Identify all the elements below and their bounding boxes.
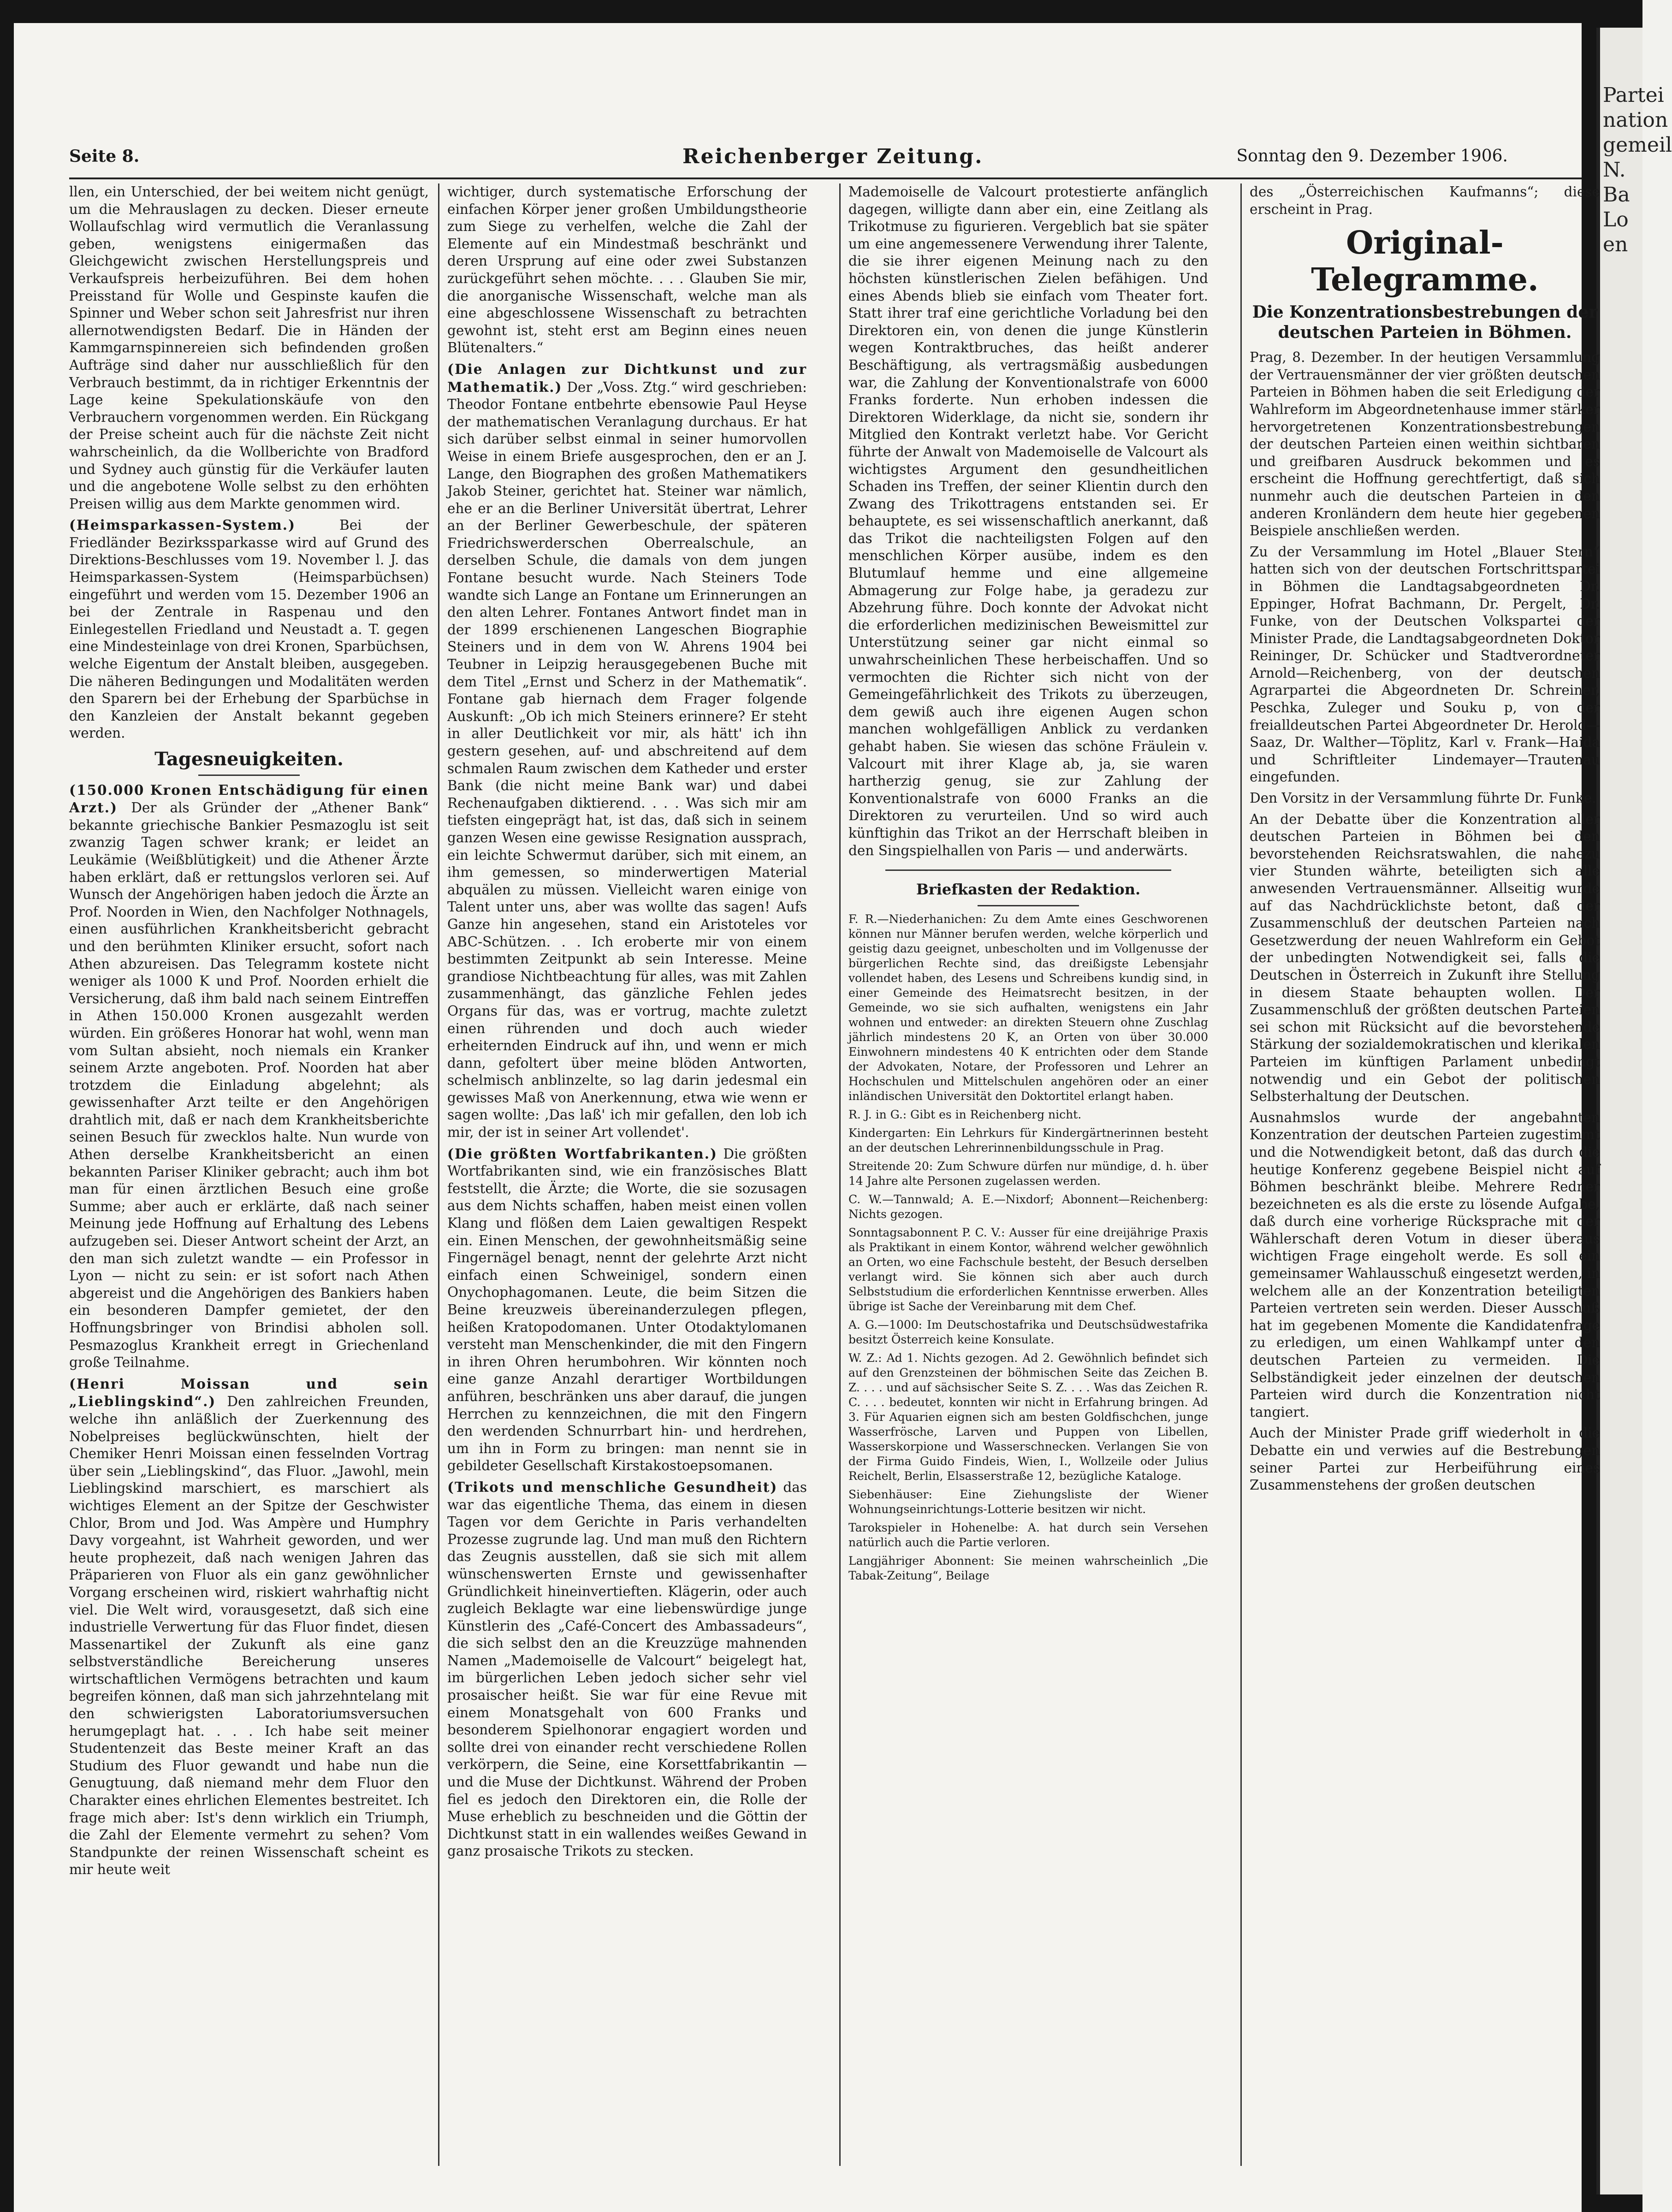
article-text: Der als Gründer der „Athener Bank“ bekannte griechische Bankier Pesmazoglu ist seit zwanzig Tagen schwer krank; er leidet an Leukämie (Weißblütigkeit) und die Athener Ärzte haben erklärt, daß er rettungslos verloren sei. Auf Wunsch der Angehörigen haben jedoch die Ärzte an Prof. Noorden in Wien, den Nachfolger Nothnagels, einen ausführlichen Krankheitsbericht gebracht und den berühmten Kliniker ersucht, sofort nach Athen abzureisen. Das Telegramm kostete nicht weniger als 1000 K und Prof. Noorden erhielt die Versicherung, daß ihm bald nach seinem Eintreffen in Athen 150.000 Kronen ausgezahlt werden würden. Ein größeres Honorar hat wohl, wenn man vom Sultan absieht, noch niemals ein Kranker seinem Arzte angeboten. Prof. Noorden hat aber trotzdem die Einladung abgelehnt; als gewissenhafter Arzt teilte er den Angehörigen drahtlich mit, daß er nach dem Krankheitsberichte seinen Besuch für zwecklos halte. Nun wurde von Athen derselbe Krankheitsbericht an einen bekannten Pariser Kliniker gebracht; auch ihm bot man für einen ärztlichen Besuch eine große Summe; aber auch er erklärte, daß nach seiner Meinung jede Hoffnung auf Erhaltung des Lebens aufzugeben sei. Dieser Antwort scheint der Arzt, an den man sich zuletzt wandte — ein Professor in Lyon — nicht zu sein: er ist sofort nach Athen abgereist und die Angehörigen des Bankiers haben ein besonderen Dampfer gemietet, der den Hoffnungsbringer von Brindisi abholen soll. Pesmazoglus Krankheit erregt in Griechenland große Teilnahme. bbox=[69, 800, 429, 1371]
article-paragraph bbox=[447, 361, 807, 1141]
adjacent-page-edge bbox=[1596, 28, 1672, 2194]
article-paragraph: Ausnahmslos wurde der angebahnten Konzentration der deutschen Parteien zugestimmt und die Notwendigkeit betont, daß das durch die heutige Konferenz gegebene Beispiel nicht auf Böhmen beschränkt bleibe. Mehrere Redner bezeichneten es als die erste zu lösende Aufgabe, daß durch eine vorherige Rücksprache mit der Wählerschaft deren Votum in dieser überaus wichtigen Frage eingeholt werde. Es soll ein gemeinsamer Wahlausschuß eingesetzt werden, in welchem alle an der Konzentration beteiligten Parteien vertreten sein werden. Dieser Ausschuß hat im gegebenen Momente die Kandidatenfrage zu erledigen, um einen Wahlkampf unter den deutschen Parteien zu vermeiden. Die Selbständigkeit jeder einzelnen der deutschen Parteien wird durch die Konzentration nicht tangiert. bbox=[1250, 1109, 1600, 1420]
article-text: das war das eigentliche Thema, das einem in diesen Tagen vor dem Gerichte in Paris verhandelten Prozesse zugrunde lag. Und man muß den Richtern das Zeugnis ausstellen, daß sie sich mit allem wünschenswerten Ernste und gewissenhafter Gründlichkeit hineinvertieften. Klägerin, oder auch zugleich Beklagte war eine liebenswürdige junge Künstlerin des „Café-Concert des Ambassadeurs“, die sich selbst den an die Kreuzzüge mahnenden Namen „Mademoiselle de Valcourt“ beigelegt hat, im bürgerlichen Leben jedoch sicher sehr viel prosaischer heißt. Sie war für eine Revue mit einem Monatsgehalt von 600 Franks und besonderem Spielhonorar engagiert worden und sollte drei von einander recht verschiedene Rollen verkörpern, die Seine, eine Korsettfabrikantin — und die Muse der Dichtkunst. Während der Proben fiel es jedoch den Direktoren ein, die Rolle der Muse erheblich zu beschneiden und die Göttin der Dichtkunst statt in ein wallendes weißes Gewand in ganz prosaische Trikots zu stecken. bbox=[447, 1479, 807, 1859]
letter-reply: C. W.—Tannwald; A. E.—Nixdorf; Abonnent—Reichenberg: Nichts gezogen. bbox=[848, 1192, 1208, 1221]
issue-date: Sonntag den 9. Dezember 1906. bbox=[1236, 147, 1508, 166]
letters-to-editor bbox=[848, 912, 1208, 1583]
letter-reply: Siebenhäuser: Eine Ziehungsliste der Wiener Wohnungseinrichtungs-Lotterie besitzen wir nicht. bbox=[848, 1487, 1208, 1516]
section-rule bbox=[198, 775, 300, 776]
article-paragraph: wichtiger, durch systematische Erforschung der einfachen Körper jener großen Umbildungstheorie zum Siege zu verhelfen, welche die Zahl der Elemente auf ein Mindestmaß beschränkt und deren Ursprung auf eine oder zwei Substanzen zurückgeführt sehen möchte. . . . Glauben Sie mir, die anorganische Wissenschaft, welche man als eine abgeschlossene Wissenschaft zu betrachten gewohnt ist, steht erst am Beginn eines neuen Blütenalters.“ bbox=[447, 184, 807, 356]
article-paragraph bbox=[447, 1479, 807, 1860]
column-rule bbox=[839, 183, 841, 2166]
column-rule bbox=[438, 183, 439, 2166]
letter-reply: Kindergarten: Ein Lehrkurs für Kindergärtnerinnen besteht an der deutschen Lehrerinnenbildungsschule in Prag. bbox=[848, 1126, 1208, 1154]
section-title: Original-Telegramme. bbox=[1311, 225, 1539, 299]
article-heading: (Trikots und menschliche Gesundheit) bbox=[447, 1479, 778, 1495]
page-number: Seite 8. bbox=[69, 147, 140, 166]
letter-reply: Streitende 20: Zum Schwure dürfen nur mündige, d. h. über 14 Jahre alte Personen zugelassen werden. bbox=[848, 1159, 1208, 1188]
article-title: Die Konzentrationsbestrebungen der deutschen Parteien in Böhmen. bbox=[1252, 302, 1598, 343]
article-paragraph: Auch der Minister Prade griff wiederholt in die Debatte ein und verwies auf die Bestrebungen seiner Partei zur Herbeiführung eines Zusammenstehens der großen deutschen bbox=[1250, 1425, 1600, 1493]
newspaper-title: Reichenberger Zeitung. bbox=[682, 145, 984, 168]
article-text: Bei der Friedländer Bezirkssparkasse wird auf Grund des Direktions-Beschlusses vom 19. November l. J. das Heimsparkassen-System (Heimsparbüchsen) eingeführt und werden vom 15. Dezember 1906 an bei der Zentrale in Raspenau und den Einlegestellen Friedland und Neustadt a. T. gegen eine Mindesteinlage von drei Kronen, Sparbüchsen, welche Eigentum der Anstalt bleiben, ausgegeben. Die näheren Bedingungen und Modalitäten werden den Sparern bei der Erhebung der Sparbüchse in den Kanzleien der Anstalt bekannt gegeben werden. bbox=[69, 517, 429, 741]
article-heading: (Die größten Wortfabrikanten.) bbox=[447, 1145, 717, 1162]
letter-reply: F. R.—Niederhanichen: Zu dem Amte eines Geschworenen können nur Männer berufen werden, welche körperlich und geistig dazu geeignet, unbescholten und im Vollgenusse der bürgerlichen Rechte sind, das dreißigste Lebensjahr vollendet haben, des Lesens und Schreibens kundig sind, in einer Gemeinde des Heimatsrecht besitzen, in der Gemeinde, wo sie sich aufhalten, wenigstens ein Jahr wohnen und entweder: an direkten Steuern ohne Zuschlag jährlich mindestens 20 K, an Orten von über 30.000 Einwohnern mindestens 40 K entrichten oder dem Stande der Advokaten, Notare, der Professoren und Lehrer an Hochschulen und Mittelschulen angehören oder an einer inländischen Universität den Doktortitel erlangt haben. bbox=[848, 912, 1208, 1103]
letter-reply: W. Z.: Ad 1. Nichts gezogen. Ad 2. Gewöhnlich befindet sich auf den Grenzsteinen der böhmischen Seite das Zeichen B. Z. . . . und auf sächsischer Seite S. Z. . . . Was das Zeichen R. C. . . . bedeutet, konnten wir nicht in Erfahrung bringen. Ad 3. Für Aquarien eignen sich am besten Goldfischchen, junge Wasserfrösche, Larven und Puppen von Libellen, Wasserskorpione und Wasserschnecken. Verlangen Sie von der Firma Guido Findeis, Wien, I., Wollzeile oder Julius Reichelt, Berlin, Elsasserstraße 12, bezügliche Kataloge. bbox=[848, 1351, 1208, 1483]
article-paragraph: An der Debatte über die Konzentration aller deutschen Parteien in Böhmen bei den bevorstehenden Reichsratswahlen, die nahezu vier Stunden währte, beteiligten sich alle anwesenden Vertrauensmänner. Allseitig wurde auf das Nachdrücklichste betont, daß der Zusammenschluß der deutschen Parteien nach Gesetzwerdung der neuen Wahlreform ein Gebot der unbedingten Notwendigkeit sei, falls die Deutschen in Österreich in Zukunft ihre Stellung in diesem Staate behaupten wollen. Der Zusammenschluß der größten deutschen Parteien sei schon mit Rücksicht auf die bevorstehende Stärkung der sozialdemokratischen und klerikalen Parteien im künftigen Parlament unbedingt notwendig und ein Gebot der politischen Selbsterhaltung der Deutschen. bbox=[1250, 811, 1600, 1105]
letter-reply: R. J. in G.: Gibt es in Reichenberg nicht. bbox=[848, 1107, 1082, 1121]
header-rule bbox=[69, 177, 1582, 179]
article-heading: (150.000 Kronen Entschädigung für einen Arzt.) bbox=[69, 781, 429, 816]
article-heading: (Heimsparkassen-System.) bbox=[69, 517, 296, 533]
section-title: Briefkasten der Redaktion. bbox=[916, 881, 1141, 899]
column-4 bbox=[1250, 183, 1600, 1498]
section-title: Tagesneuigkeiten. bbox=[154, 748, 344, 770]
article-text: Den zahlreichen Freunden, welche ihn anläßlich der Zuerkennung des Nobelpreises beglückwünschten, hielt der Chemiker Henri Moissan einen fesselnden Vortrag über sein „Lieblingskind“, das Fluor. „Jawohl, mein Lieblingskind marschiert, es marschiert als wichtiges Element an der Spitze der Geschwister Chlor, Brom und Jod. Was Ampère und Humphry Davy vorgeahnt, ist Wahrheit geworden, und wer heute prophezeit, daß nach wenigen Jahren das Präparieren von Fluor als ein ganz gewöhnlicher Vorgang erscheinen wird, riskiert wahrhaftig nicht viel. Die Welt wird, vorausgesetzt, daß sich eine industrielle Verwertung für das Fluor findet, diesen Massenartikel der Zukunft als eine ganz selbstverständliche Bereicherung unseres wirtschaftlichen Vermögens betrachten und kaum begreifen können, daß man sich jahrzehntelang mit den schwierigsten Laboratoriumsversuchen herumgeplagt hat. . . . Ich habe seit meiner Studentenzeit das Beste meiner Kraft an das Studium des Fluor gewandt und habe nun die Genugtuung, daß niemand mehr dem Fluor den Charakter eines ehrlichen Elementes bestreitet. Ich frage mich aber: Ist's denn wirklich ein Triumph, die Zahl der Elemente vermehrt zu sehen? Vom Standpunkte der reinen Wissenschaft scheint es mir heute weit bbox=[69, 1394, 429, 1878]
letter-reply: Tarokspieler in Hohenelbe: A. hat durch sein Versehen natürlich auch die Partie verloren. bbox=[848, 1520, 1208, 1549]
article-paragraph: llen, ein Unterschied, der bei weitem nicht genügt, um die Mehrauslagen zu decken. Dieser erneute Wollaufschlag wird vermutlich die Veranlassung geben, wenigstens einigermaßen das Gleichgewicht zwischen Herstellungspreis und Verkaufspreis herbeizuführen. Bei dem hohen Preisstand für Wolle und Gespinste kaufen die Spinner und Weber schon seit Jahresfrist nur ihren allernotwendigsten Bedarf. Die in Händen der Kammgarnspinnereien sich befindenden großen Aufträge sind daher nur ausschließlich für den Verbrauch bestimmt, da in richtiger Erkenntnis der Lage keine Spekulationskäufe von den Verbrauchern vorgenommen werden. Ein Rückgang der Preise scheint auch für die nächste Zeit nicht wahrscheinlich, da die Wollberichte von Bradford und Sydney auch günstig für die Verkäufer lauten und die angebotene Wolle selbst zu den erhöhten Preisen willig aus dem Markte genommen wird. bbox=[69, 184, 429, 512]
letter-reply: Sonntagsabonnent P. C. V.: Ausser für eine dreijährige Praxis als Praktikant in einem Kontor, während welcher gewöhnlich an Orten, wo eine Fachschule besteht, der Besuch derselben verlangt wird. Sie können sich aber auch durch Selbststudium die erforderlichen Kenntnisse erwerben. Alles übrige ist Sache der Vereinbarung mit dem Chef. bbox=[848, 1225, 1208, 1313]
column-1 bbox=[69, 183, 429, 1882]
adjacent-page-text: Partei nation gemeil N. Ba Lo en bbox=[1603, 83, 1672, 256]
article-paragraph bbox=[447, 1145, 807, 1475]
article-paragraph: Prag, 8. Dezember. In der heutigen Versammlung der Vertrauensmänner der vier größten deutschen Parteien in Böhmen haben die seit Erledigung der Wahlreform im Abgeordnetenhause immer stärker hervorgetretenen Konzentrationsbestrebungen der deutschen Parteien einen weithin sichtbaren und greifbaren Ausdruck bekommen und es erscheint die Hoffnung gerechtfertigt, daß sich nunmehr auch die deutschen Parteien in den anderen Kronländern dem heute hier gegebenen Beispiele anschließen werden. bbox=[1250, 349, 1600, 539]
section-divider bbox=[885, 869, 1171, 871]
article-paragraph bbox=[69, 1375, 429, 1879]
article-paragraph: des „Österreichischen Kaufmanns“; diese erscheint in Prag. bbox=[1250, 184, 1600, 217]
article-text: Der „Voss. Ztg.“ wird geschrieben: Theodor Fontane entbehrte ebensowie Paul Heyse der mathematischen Veranlagung durchaus. Er hat sich darüber selbst einmal in seiner humorvollen Weise in einem Briefe ausgesprochen, den er an J. Lange, den Biographen des großen Mathematikers Jakob Steiner, gerichtet hat. Steiner war nämlich, ehe er an die Berliner Universität übertrat, Lehrer an der Berliner Gewerbeschule, der späteren Friedrichswerderschen Oberrealschule, an derselben Schule, die damals von dem jungen Fontane besucht wurde. Nach Steiners Tode wandte sich Lange an Fontane um Erinnerungen an den alten Lehrer. Fontanes Antwort findet man in der 1899 erschienenen Langeschen Biographie Steiners und in dem von W. Ahrens 1904 bei Teubner in Leipzig herausgegebenen Buche mit dem Titel „Ernst und Scherz in der Mathematik“. Fontane gab hiernach dem Frager folgende Auskunft: „Ob ich mich Steiners erinnere? Er steht in aller Deutlichkeit vor mir, als hätt' ich ihn gestern gesehen, auf- und abschreitend auf dem schmalen Raum zwischen dem Katheder und erster Bank (die nicht meine Bank war) und dabei Rechenaufgaben diktierend. . . . Was sich mir am tiefsten eingeprägt hat, ist das, daß sich in seinem ganzen Wesen eine gewisse Resignation aussprach, ein leichte Schwermut darüber, sich mit einem, an ihm gemessen, so minderwertigen Material abquälen zu müssen. Vielleicht waren einige von Talent unter uns, aber was wollte das sagen! Aufs Ganze hin angesehen, stand ein Aristoteles vor ABC-Schützen. . . Ich eroberte mir von einem bestimmten Zeitpunkt ab sein Interesse. Meine grandiose Nichtbeachtung für alles, was mit Zahlen zusammenhängt, das gänzliche Fehlen jedes Organs für das, was er vortrug, machte zuletzt einen rührenden und doch auch wieder erheiternden Eindruck auf ihn, und wenn er mich dann, gefoltert über meine blöden Antworten, schelmisch anblinzelte, so lag darin jedesmal ein gewisses Maß von Anerkennung, etwa wie wenn er sagen wollte: ‚Das laß' ich mir gefallen, den lob ich mir, der ist in seiner Art vollendet'. bbox=[447, 379, 807, 1141]
letter-reply: Langjähriger Abonnent: Sie meinen wahrscheinlich „Die Tabak-Zeitung“, Beilage bbox=[848, 1554, 1208, 1582]
article-heading: (Henri Moissan und sein „Lieblingskind“.) bbox=[69, 1375, 429, 1410]
article-paragraph: Mademoiselle de Valcourt protestierte anfänglich dagegen, willigte dann aber ein, eine Zeitlang als Trikotmuse zu figurieren. Vergeblich bat sie später um eine angemessenere Verwendung ihrer Talente, die sie ihrer eigenen Meinung nach zu den höchsten künstlerischen Zielen befähigen. Und eines Abends blieb sie einfach vom Theater fort. Statt ihrer traf eine gerichtliche Vorladung bei den Direktoren ein, von denen die junge Künstlerin wegen Kontraktbruches, das heißt anderer Beschäftigung, als vertragsmäßig ausbedungen war, die Zahlung der Konventionalstrafe von 6000 Franks forderte. Nun erhoben indessen die Direktoren Widerklage, da nicht sie, sondern ihr Mitglied den Kontrakt verletzt habe. Vor Gericht führte der Anwalt von Mademoiselle de Valcourt als wichtigstes Argument den gesundheitlichen Schaden ins Treffen, der seiner Klientin durch den Zwang des Trikottragens entstanden sei. Er behauptete, es sei wissenschaftlich anerkannt, daß das Trikot die nachteiligsten Folgen auf den menschlichen Körper ausübe, indem es den Blutumlauf hemme und eine allgemeine Abmagerung zur Folge habe, ja geradezu zur Abzehrung führe. Doch konnte der Advokat nicht die erforderlichen medizinischen Beweismittel zur Unterstützung seiner gar nicht einmal so unwahrscheinlichen These herbeischaffen. Und so vermochten die Richter sich nicht von der Gemeingefährlichkeit des Trikots zu überzeugen, dem gewiß auch ihre eigenen Augen schon manchen wohlgefälligen Anblick zu verdanken gehabt haben. Sie wiesen das schöne Fräulein v. Valcourt mit ihrer Klage ab, ja, sie waren hartherzig genug, sie zur Zahlung der Konventionalstrafe von 6000 Franks an die Direktoren zu verurteilen. Und so wird auch künftighin das Trikot an der Herrschaft bleiben in den Singspielhallen von Paris — und anderwärts. bbox=[848, 184, 1208, 858]
article-paragraph bbox=[69, 781, 429, 1372]
column-3 bbox=[848, 183, 1208, 1587]
section-rule bbox=[978, 905, 1079, 906]
article-paragraph: Den Vorsitz in der Versammlung führte Dr. Funke. bbox=[1250, 790, 1596, 806]
column-2 bbox=[447, 183, 807, 1864]
article-paragraph: Zu der Versammlung im Hotel „Blauer Stern“ hatten sich von der deutschen Fortschrittspartei in Böhmen die Landtagsabgeordneten Dr. Eppinger, Hofrat Bachmann, Dr. Pergelt, Dr. Funke, von der Deutschen Volkspartei der Minister Prade, die Landtagsabgeordneten Doktor Reininger, Dr. Schücker und Stadtverordneter Arnold—Reichenberg, von der deutschen Agrarpartei die Abgeordneten Dr. Schreiner, Peschka, Zuleger und Souku p, von der freialldeutschen Partei Abgeordneter Dr. Herold—Saaz, Dr. Walther—Töplitz, Karl v. Frank—Haida und Schriftleiter Lindemayer—Trautenau eingefunden. bbox=[1250, 544, 1600, 785]
letter-reply: A. G.—1000: Im Deutschostafrika und Deutschsüdwestafrika besitzt Österreich keine Konsulate. bbox=[848, 1318, 1208, 1346]
article-heading: (Die Anlagen zur Dichtkunst und zur Mathematik.) bbox=[447, 361, 807, 395]
column-rule bbox=[1240, 183, 1242, 2166]
article-text: Die größten Wortfabrikanten sind, wie ein französisches Blatt feststellt, die Ärzte; die Worte, die sie sozusagen aus dem Nichts schaffen, haben meist einen vollen Klang und flößen dem Laien gewaltigen Respekt ein. Einen Menschen, der gewohnheitsmäßig seine Fingernägel benagt, nennt der gelehrte Arzt nicht einfach einen Schweinigel, sondern einen Onychophagomanen. Leute, die beim Sitzen die Beine kreuzweis übereinanderzulegen pflegen, heißen Kratopodomanen. Unter Otodaktylomanen versteht man Menschenkinder, die mit den Fingern in ihren Ohren herumbohren. Wir könnten noch eine ganze Anzahl derartiger Wortbildungen anführen, beschränken uns aber darauf, die jungen Herrchen zu kennzeichnen, die mit den Fingern den werdenden Schnurrbart hin- und herdrehen, um ihn in Form zu bringen: man nennt sie in gebildeter Gesellschaft Kirstakostoepsomanen. bbox=[447, 1146, 807, 1474]
article-paragraph bbox=[69, 516, 429, 742]
